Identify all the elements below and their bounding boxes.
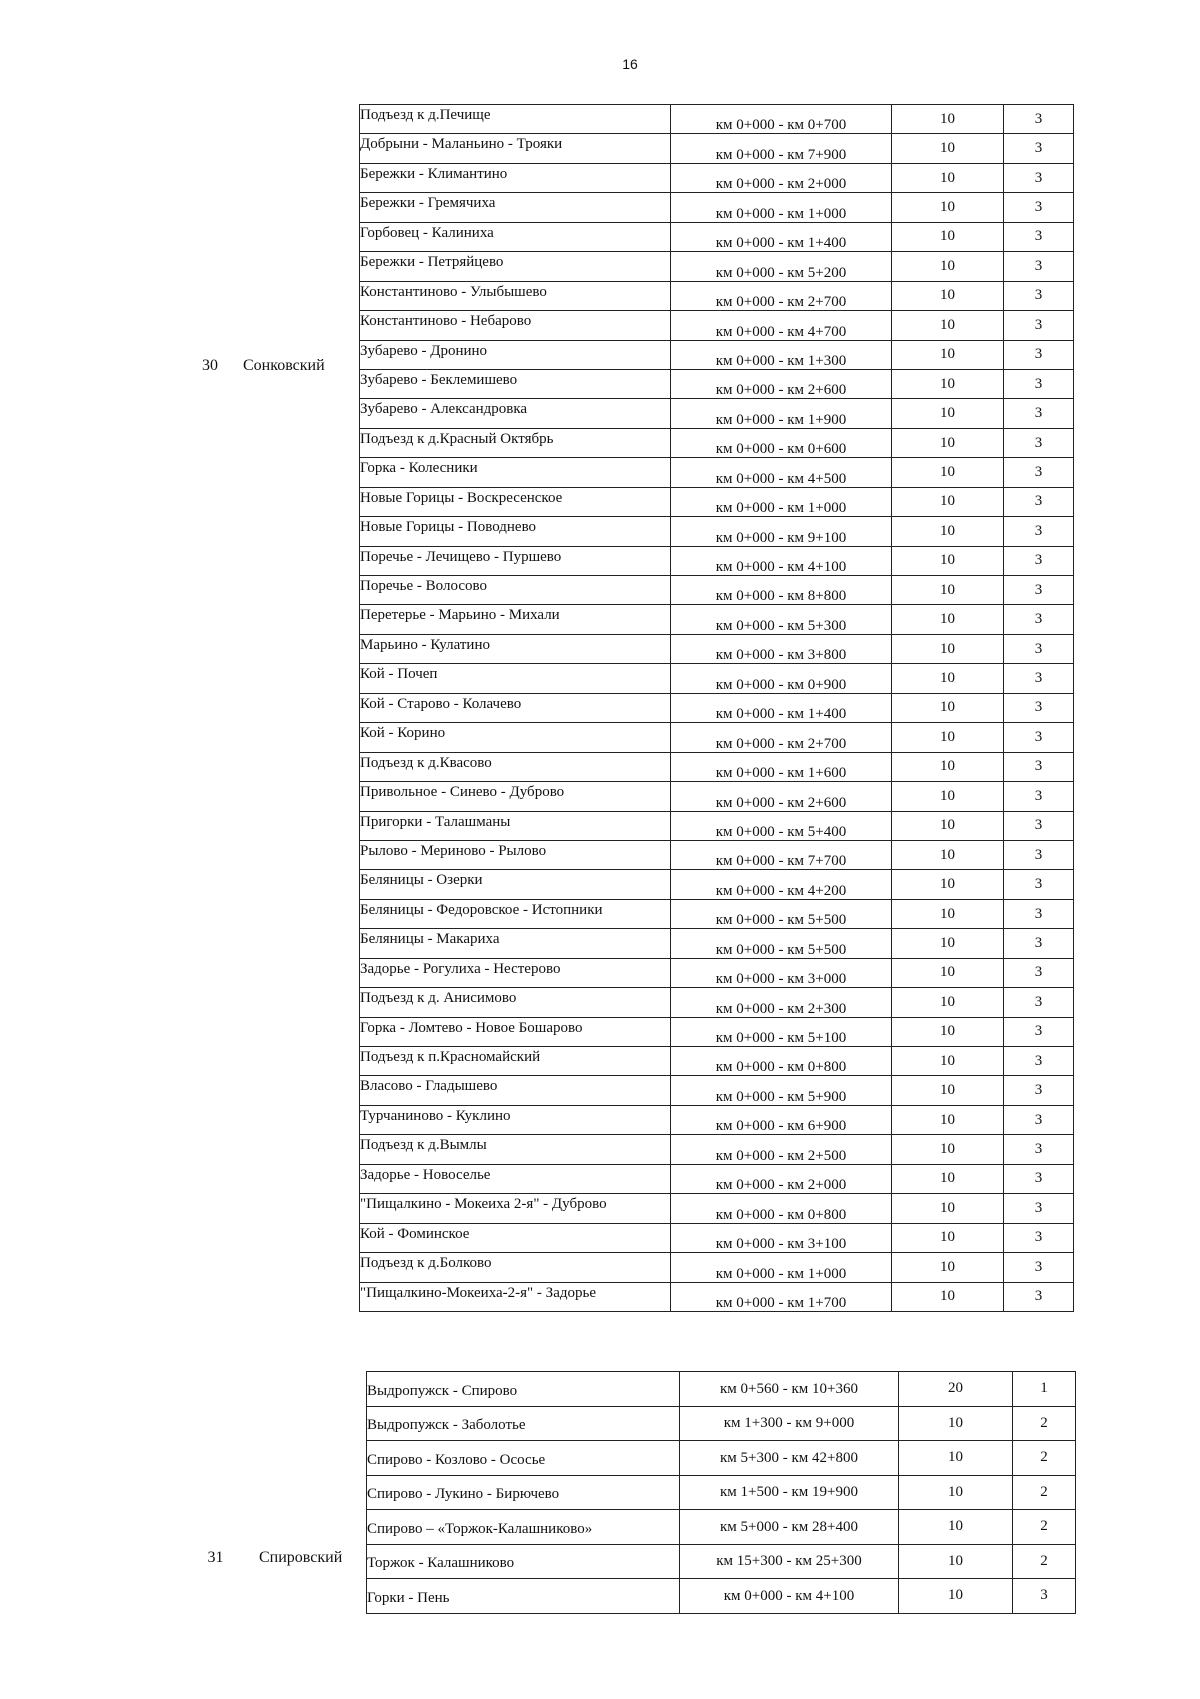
table-row — [360, 163, 1074, 192]
category-cell: 3 — [1004, 929, 1074, 958]
road-name-cell: Зубарево - Дронино — [360, 340, 671, 369]
km-range-cell: км 0+000 - км 1+400 — [671, 222, 892, 251]
category-cell: 3 — [1004, 1047, 1074, 1076]
km-range-cell: км 0+000 - км 0+700 — [671, 105, 892, 134]
category-cell: 3 — [1004, 605, 1074, 634]
km-range-cell: км 0+000 - км 0+900 — [671, 664, 892, 693]
category-cell: 3 — [1004, 1282, 1074, 1311]
category-cell: 3 — [1004, 958, 1074, 987]
category-cell: 3 — [1004, 840, 1074, 869]
km-range-cell: км 0+000 - км 1+600 — [671, 752, 892, 781]
table-row — [367, 1372, 1076, 1407]
width-cell: 10 — [892, 664, 1004, 693]
width-cell: 10 — [892, 222, 1004, 251]
road-name-cell: Горбовец - Калиниха — [360, 222, 671, 251]
width-cell: 10 — [892, 1076, 1004, 1105]
road-name-cell: Беляницы - Озерки — [360, 870, 671, 899]
category-cell: 3 — [1004, 281, 1074, 310]
road-name-cell: Добрыни - Маланьино - Трояки — [360, 134, 671, 163]
width-cell: 10 — [892, 517, 1004, 546]
table-row — [360, 546, 1074, 575]
km-range-cell: км 15+300 - км 25+300 — [680, 1544, 899, 1579]
table-row — [360, 1282, 1074, 1311]
category-cell: 3 — [1004, 811, 1074, 840]
table-row — [360, 1017, 1074, 1046]
width-cell: 10 — [899, 1475, 1013, 1510]
road-name-cell: Константиново - Небарово — [360, 311, 671, 340]
table-row — [360, 605, 1074, 634]
width-cell: 10 — [892, 988, 1004, 1017]
width-cell: 10 — [892, 811, 1004, 840]
table-row — [360, 664, 1074, 693]
category-cell: 3 — [1013, 1579, 1076, 1614]
road-name-cell: Горки - Пень — [367, 1579, 680, 1614]
km-range-cell: км 0+000 - км 8+800 — [671, 576, 892, 605]
table-row — [360, 281, 1074, 310]
width-cell: 10 — [892, 782, 1004, 811]
table-row — [360, 428, 1074, 457]
width-cell: 10 — [892, 634, 1004, 663]
table-row — [360, 752, 1074, 781]
category-cell: 1 — [1013, 1372, 1076, 1407]
km-range-cell: км 0+000 - км 0+800 — [671, 1047, 892, 1076]
road-name-cell: Подъезд к д.Болково — [360, 1253, 671, 1282]
category-cell: 3 — [1004, 340, 1074, 369]
width-cell: 10 — [892, 1223, 1004, 1252]
width-cell: 10 — [892, 899, 1004, 928]
category-cell: 3 — [1004, 782, 1074, 811]
km-range-cell: км 0+000 - км 1+700 — [671, 1282, 892, 1311]
km-range-cell: км 0+000 - км 5+200 — [671, 252, 892, 281]
width-cell: 10 — [892, 369, 1004, 398]
table-row — [360, 134, 1074, 163]
road-name-cell: Беляницы - Федоровское - Истопники — [360, 899, 671, 928]
category-cell: 3 — [1004, 899, 1074, 928]
km-range-cell: км 0+000 - км 5+500 — [671, 899, 892, 928]
category-cell: 3 — [1004, 723, 1074, 752]
category-cell: 2 — [1013, 1475, 1076, 1510]
category-cell: 3 — [1004, 311, 1074, 340]
table-row — [360, 634, 1074, 663]
km-range-cell: км 0+000 - км 7+900 — [671, 134, 892, 163]
category-cell: 3 — [1004, 399, 1074, 428]
table-row — [360, 193, 1074, 222]
km-range-cell: км 0+000 - км 7+700 — [671, 840, 892, 869]
km-range-cell: км 0+000 - км 2+700 — [671, 723, 892, 752]
width-cell: 10 — [892, 105, 1004, 134]
width-cell: 10 — [899, 1441, 1013, 1476]
district-number: 30 — [202, 357, 218, 374]
road-name-cell: Турчаниново - Куклино — [360, 1105, 671, 1134]
width-cell: 10 — [892, 428, 1004, 457]
table-row — [360, 840, 1074, 869]
table-row — [360, 340, 1074, 369]
km-range-cell: км 0+000 - км 0+800 — [671, 1194, 892, 1223]
road-name-cell: Выдропужск - Заболотье — [367, 1406, 680, 1441]
table-row — [360, 458, 1074, 487]
table-row — [360, 811, 1074, 840]
category-cell: 3 — [1004, 369, 1074, 398]
km-range-cell: км 0+560 - км 10+360 — [680, 1372, 899, 1407]
km-range-cell: км 0+000 - км 2+000 — [671, 1164, 892, 1193]
road-name-cell: Поречье - Лечищево - Пуршево — [360, 546, 671, 575]
category-cell: 2 — [1013, 1406, 1076, 1441]
table-row — [360, 576, 1074, 605]
width-cell: 10 — [899, 1406, 1013, 1441]
width-cell: 10 — [892, 252, 1004, 281]
km-range-cell: км 1+500 - км 19+900 — [680, 1475, 899, 1510]
road-name-cell: Спирово - Лукино - Бирючево — [367, 1475, 680, 1510]
category-cell: 3 — [1004, 752, 1074, 781]
table-row — [360, 105, 1074, 134]
width-cell: 20 — [899, 1372, 1013, 1407]
road-name-cell: Спирово – «Торжок-Калашниково» — [367, 1510, 680, 1545]
table-row — [360, 1076, 1074, 1105]
category-cell: 3 — [1004, 487, 1074, 516]
table-row — [360, 899, 1074, 928]
km-range-cell: км 0+000 - км 2+300 — [671, 988, 892, 1017]
road-name-cell: Власово - Гладышево — [360, 1076, 671, 1105]
width-cell: 10 — [892, 193, 1004, 222]
road-name-cell: Беляницы - Макариха — [360, 929, 671, 958]
width-cell: 10 — [892, 870, 1004, 899]
road-name-cell: Кой - Фоминское — [360, 1223, 671, 1252]
width-cell: 10 — [892, 340, 1004, 369]
km-range-cell: км 0+000 - км 1+000 — [671, 1253, 892, 1282]
table-row — [360, 1135, 1074, 1164]
km-range-cell: км 0+000 - км 5+300 — [671, 605, 892, 634]
width-cell: 10 — [892, 1253, 1004, 1282]
km-range-cell: км 0+000 - км 5+100 — [671, 1017, 892, 1046]
km-range-cell: км 0+000 - км 4+200 — [671, 870, 892, 899]
road-name-cell: Горка - Колесники — [360, 458, 671, 487]
table-row — [360, 782, 1074, 811]
width-cell: 10 — [892, 1105, 1004, 1134]
road-name-cell: Новые Горицы - Воскресенское — [360, 487, 671, 516]
km-range-cell: км 0+000 - км 0+600 — [671, 428, 892, 457]
page-number: 16 — [622, 56, 638, 72]
km-range-cell: км 0+000 - км 4+500 — [671, 458, 892, 487]
category-cell: 3 — [1004, 1135, 1074, 1164]
km-range-cell: км 0+000 - км 2+500 — [671, 1135, 892, 1164]
km-range-cell: км 0+000 - км 2+000 — [671, 163, 892, 192]
category-cell: 3 — [1004, 1017, 1074, 1046]
road-name-cell: Пригорки - Талашманы — [360, 811, 671, 840]
category-cell: 3 — [1004, 428, 1074, 457]
table-row — [360, 1253, 1074, 1282]
width-cell: 10 — [892, 605, 1004, 634]
category-cell: 3 — [1004, 134, 1074, 163]
width-cell: 10 — [892, 281, 1004, 310]
table-row — [367, 1510, 1076, 1545]
width-cell: 10 — [899, 1579, 1013, 1614]
category-cell: 2 — [1013, 1441, 1076, 1476]
category-cell: 3 — [1004, 988, 1074, 1017]
km-range-cell: км 0+000 - км 3+000 — [671, 958, 892, 987]
width-cell: 10 — [899, 1544, 1013, 1579]
category-cell: 3 — [1004, 163, 1074, 192]
km-range-cell: км 0+000 - км 3+100 — [671, 1223, 892, 1252]
category-cell: 3 — [1004, 1105, 1074, 1134]
category-cell: 3 — [1004, 634, 1074, 663]
table-row — [367, 1475, 1076, 1510]
category-cell: 3 — [1004, 576, 1074, 605]
km-range-cell: км 0+000 - км 1+900 — [671, 399, 892, 428]
km-range-cell: км 0+000 - км 2+600 — [671, 782, 892, 811]
width-cell: 10 — [892, 693, 1004, 722]
road-name-cell: Рылово - Мериново - Рылово — [360, 840, 671, 869]
category-cell: 2 — [1013, 1510, 1076, 1545]
road-name-cell: Марьино - Кулатино — [360, 634, 671, 663]
table-row — [367, 1406, 1076, 1441]
width-cell: 10 — [892, 399, 1004, 428]
width-cell: 10 — [892, 1194, 1004, 1223]
table-row — [360, 311, 1074, 340]
km-range-cell: км 0+000 - км 2+700 — [671, 281, 892, 310]
width-cell: 10 — [892, 576, 1004, 605]
width-cell: 10 — [892, 1164, 1004, 1193]
km-range-cell: км 5+300 - км 42+800 — [680, 1441, 899, 1476]
road-name-cell: Поречье - Волосово — [360, 576, 671, 605]
category-cell: 3 — [1004, 252, 1074, 281]
width-cell: 10 — [892, 134, 1004, 163]
table-row — [360, 1047, 1074, 1076]
road-name-cell: Задорье - Рогулиха - Нестерово — [360, 958, 671, 987]
width-cell: 10 — [892, 546, 1004, 575]
road-name-cell: Подъезд к д.Вымлы — [360, 1135, 671, 1164]
road-name-cell: Торжок - Калашниково — [367, 1544, 680, 1579]
category-cell: 3 — [1004, 105, 1074, 134]
category-cell: 3 — [1004, 222, 1074, 251]
km-range-cell: км 0+000 - км 4+100 — [680, 1579, 899, 1614]
table-row — [367, 1544, 1076, 1579]
roads-table-31 — [366, 1371, 1076, 1614]
category-cell: 3 — [1004, 458, 1074, 487]
category-cell: 3 — [1004, 664, 1074, 693]
road-name-cell: Бережки - Гремячиха — [360, 193, 671, 222]
road-name-cell: Задорье - Новоселье — [360, 1164, 671, 1193]
width-cell: 10 — [892, 1135, 1004, 1164]
district-name: Сонковский — [243, 357, 325, 374]
km-range-cell: км 1+300 - км 9+000 — [680, 1406, 899, 1441]
table-row — [360, 723, 1074, 752]
km-range-cell: км 0+000 - км 2+600 — [671, 369, 892, 398]
table-row — [367, 1441, 1076, 1476]
road-name-cell: Кой - Корино — [360, 723, 671, 752]
width-cell: 10 — [899, 1510, 1013, 1545]
road-name-cell: Константиново - Улыбышево — [360, 281, 671, 310]
category-cell: 3 — [1004, 193, 1074, 222]
width-cell: 10 — [892, 958, 1004, 987]
category-cell: 3 — [1004, 693, 1074, 722]
road-name-cell: Зубарево - Беклемишево — [360, 369, 671, 398]
table-row — [360, 252, 1074, 281]
road-name-cell: Подъезд к д.Квасово — [360, 752, 671, 781]
category-cell: 3 — [1004, 1076, 1074, 1105]
width-cell: 10 — [892, 1047, 1004, 1076]
table-row — [360, 399, 1074, 428]
table-row — [360, 517, 1074, 546]
table-row — [360, 1105, 1074, 1134]
width-cell: 10 — [892, 1282, 1004, 1311]
table-row — [360, 222, 1074, 251]
km-range-cell: км 0+000 - км 5+900 — [671, 1076, 892, 1105]
table-row — [367, 1579, 1076, 1614]
category-cell: 3 — [1004, 870, 1074, 899]
category-cell: 3 — [1004, 1253, 1074, 1282]
road-name-cell: Перетерье - Марьино - Михали — [360, 605, 671, 634]
district-number: 31 — [207, 1549, 224, 1566]
km-range-cell: км 0+000 - км 5+500 — [671, 929, 892, 958]
width-cell: 10 — [892, 1017, 1004, 1046]
km-range-cell: км 0+000 - км 6+900 — [671, 1105, 892, 1134]
km-range-cell: км 0+000 - км 1+000 — [671, 193, 892, 222]
road-name-cell: Бережки - Климантино — [360, 163, 671, 192]
width-cell: 10 — [892, 311, 1004, 340]
km-range-cell: км 0+000 - км 4+100 — [671, 546, 892, 575]
table-row — [360, 693, 1074, 722]
table-row — [360, 1164, 1074, 1193]
km-range-cell: км 0+000 - км 4+700 — [671, 311, 892, 340]
road-name-cell: Подъезд к д.Красный Октябрь — [360, 428, 671, 457]
km-range-cell: км 0+000 - км 9+100 — [671, 517, 892, 546]
km-range-cell: км 5+000 - км 28+400 — [680, 1510, 899, 1545]
road-name-cell: "Пищалкино-Мокеиха-2-я" - Задорье — [360, 1282, 671, 1311]
km-range-cell: км 0+000 - км 1+000 — [671, 487, 892, 516]
width-cell: 10 — [892, 723, 1004, 752]
table-row — [360, 988, 1074, 1017]
category-cell: 3 — [1004, 1194, 1074, 1223]
category-cell: 3 — [1004, 1223, 1074, 1252]
road-name-cell: Зубарево - Александровка — [360, 399, 671, 428]
roads-table-30 — [359, 104, 1074, 1312]
width-cell: 10 — [892, 458, 1004, 487]
km-range-cell: км 0+000 - км 1+400 — [671, 693, 892, 722]
table-row — [360, 1223, 1074, 1252]
road-name-cell: Кой - Почеп — [360, 664, 671, 693]
road-name-cell: Привольное - Синево - Дуброво — [360, 782, 671, 811]
road-name-cell: Подъезд к п.Красномайский — [360, 1047, 671, 1076]
category-cell: 3 — [1004, 546, 1074, 575]
road-name-cell: Бережки - Петряйцево — [360, 252, 671, 281]
width-cell: 10 — [892, 840, 1004, 869]
width-cell: 10 — [892, 929, 1004, 958]
road-name-cell: "Пищалкино - Мокеиха 2-я" - Дуброво — [360, 1194, 671, 1223]
table-row — [360, 1194, 1074, 1223]
road-name-cell: Подъезд к д.Печище — [360, 105, 671, 134]
table-row — [360, 958, 1074, 987]
table-row — [360, 870, 1074, 899]
km-range-cell: км 0+000 - км 1+300 — [671, 340, 892, 369]
category-cell: 2 — [1013, 1544, 1076, 1579]
width-cell: 10 — [892, 487, 1004, 516]
table-row — [360, 487, 1074, 516]
road-name-cell: Спирово - Козлово - Ососье — [367, 1441, 680, 1476]
category-cell: 3 — [1004, 1164, 1074, 1193]
road-name-cell: Подъезд к д. Анисимово — [360, 988, 671, 1017]
km-range-cell: км 0+000 - км 3+800 — [671, 634, 892, 663]
table-row — [360, 929, 1074, 958]
width-cell: 10 — [892, 163, 1004, 192]
road-name-cell: Горка - Ломтево - Новое Бошарово — [360, 1017, 671, 1046]
category-cell: 3 — [1004, 517, 1074, 546]
road-name-cell: Новые Горицы - Поводнево — [360, 517, 671, 546]
width-cell: 10 — [892, 752, 1004, 781]
road-name-cell: Кой - Старово - Колачево — [360, 693, 671, 722]
km-range-cell: км 0+000 - км 5+400 — [671, 811, 892, 840]
district-name: Спировский — [259, 1549, 343, 1566]
road-name-cell: Выдропужск - Спирово — [367, 1372, 680, 1407]
table-row — [360, 369, 1074, 398]
